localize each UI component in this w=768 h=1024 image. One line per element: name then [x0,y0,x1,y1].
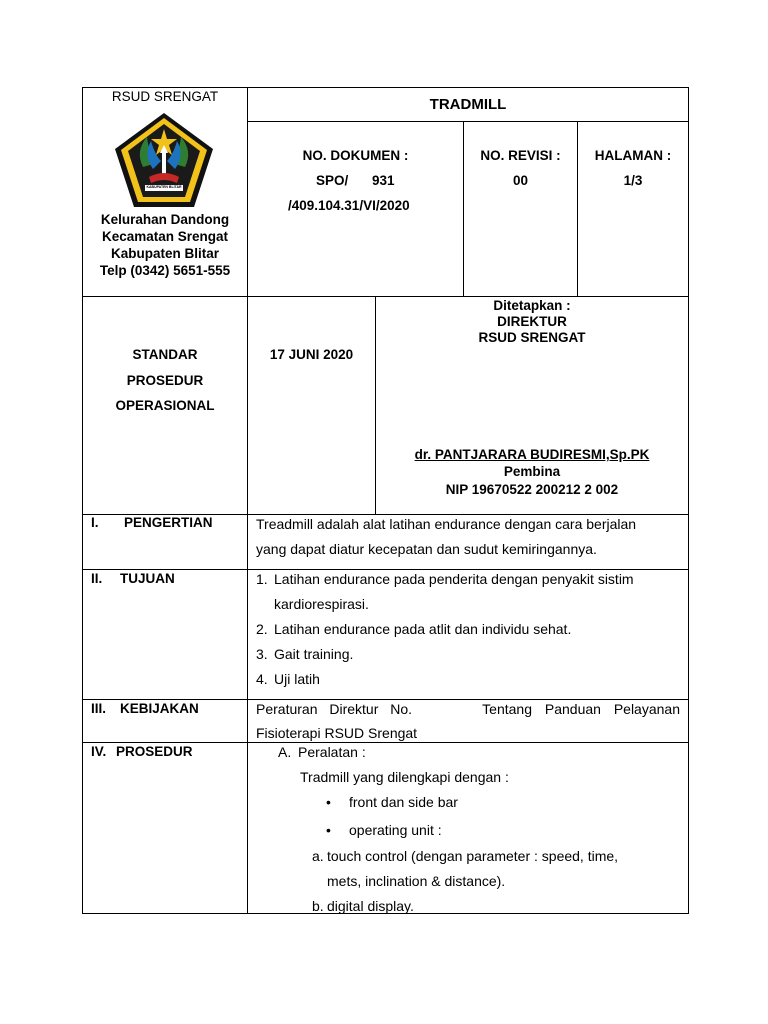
section-number-2: II. [91,571,103,586]
revision-label: NO. REVISI : [480,148,561,163]
hospital-name: RSUD SRENGAT [111,89,219,104]
tujuan-item-1-line-2: kardiorespirasi. [274,596,369,612]
subsection-marker-a: A. [278,744,292,760]
section-number-4: IV. [91,744,107,759]
sop-type-line-3: OPERASIONAL [115,398,215,413]
sop-type-line-1: STANDAR [132,347,198,362]
doc-number-line-1: SPO/ [316,173,349,188]
sub-item-b-line-1: digital display. [327,898,414,914]
kebijakan-row-divider [82,742,689,743]
section-heading-pengertian: PENGERTIAN [124,515,213,530]
sop-type-line-2: PROSEDUR [126,373,204,388]
regency-crest-icon [113,111,215,211]
director-name: dr. PANTJARARA BUDIRESMI,Sp.PK [414,447,650,462]
established-date: 17 JUNI 2020 [269,347,354,362]
subsection-title: Peralatan : [298,744,366,760]
kebijakan-line-1-left: Peraturan Direktur No. [256,701,413,717]
page-value: 1/3 [623,173,643,188]
column-divider-main [247,87,248,914]
address-line-1: Kelurahan Dandong [100,212,230,227]
section-heading-prosedur: PROSEDUR [116,744,193,759]
pengertian-line-1: Treadmill adalah alat latihan endurance dengan cara berjalan [256,516,637,532]
sub-item-a-line-2: mets, inclination & distance). [327,873,506,889]
section-heading-kebijakan: KEBIJAKAN [120,701,199,716]
doc-number-line-2: 931 [372,173,395,188]
tujuan-item-1-line-1: Latihan endurance pada penderita dengan penyakit sistim [274,571,634,587]
doc-number-label: NO. DOKUMEN : [302,148,409,163]
revision-value: 00 [512,173,529,188]
sub-item-a-line-1: touch control (dengan parameter : speed, time, [327,848,619,864]
table-border-top [82,87,689,88]
page-label: HALAMAN : [594,148,672,163]
address-line-3: Kabupaten Blitar [110,246,219,261]
address-line-2: Kecamatan Srengat [101,229,229,244]
tujuan-item-2: Latihan endurance pada atlit dan individu sehat. [274,621,572,637]
director-nip: NIP 19670522 200212 2 002 [445,482,619,497]
section-number-1: I. [91,515,99,530]
kebijakan-line-2: Fisioterapi RSUD Srengat [256,725,418,741]
bullet-item-2: operating unit : [349,822,442,838]
director-position-1: DIREKTUR [497,314,567,329]
title-row-divider [247,121,689,122]
logo-banner-text: KABUPATEN BLITAR [146,185,182,189]
tujuan-marker-1: 1. [256,571,268,587]
pengertian-line-2: yang dapat diatur kecepatan dan sudut kemiringannya. [256,541,597,557]
kebijakan-line-1-right: Tentang Panduan Pelayanan [482,701,680,717]
director-rank: Pembina [503,464,561,479]
table-border-right [688,87,689,914]
bullet-item-1: front dan side bar [349,794,458,810]
tujuan-marker-4: 4. [256,671,268,687]
address-line-4: Telp (0342) 5651-555 [99,263,231,278]
section-heading-tujuan: TUJUAN [120,571,175,586]
tujuan-item-3: Gait training. [274,646,354,662]
sub-item-marker-b: b. [312,898,324,914]
document-title: TRADMILL [429,96,507,113]
director-position-2: RSUD SRENGAT [478,330,586,345]
sub-item-marker-a: a. [312,848,324,864]
tujuan-marker-2: 2. [256,621,268,637]
tujuan-row-divider [82,699,689,700]
bullet-icon: • [326,822,331,838]
established-label: Ditetapkan : [493,298,571,313]
section-number-3: III. [91,701,107,716]
bullet-icon: • [326,794,331,810]
header-row-divider [82,296,689,297]
tujuan-marker-3: 3. [256,646,268,662]
prosedur-intro: Tradmill yang dilengkapi dengan : [300,769,509,785]
pengertian-row-divider [82,569,689,570]
tujuan-item-4: Uji latih [274,671,320,687]
doc-number-line-3: /409.104.31/VI/2020 [288,198,410,213]
